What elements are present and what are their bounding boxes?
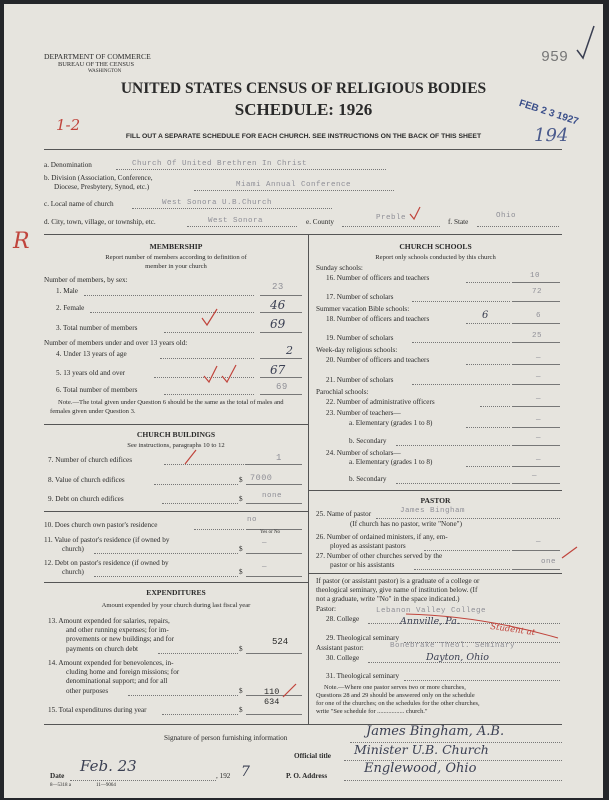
q23-label: 23. Number of teachers—	[326, 409, 401, 417]
sunday-schools-label: Sunday schools:	[316, 264, 363, 272]
q14-value: 110	[264, 687, 280, 697]
form-number: 8—5318 a	[50, 783, 71, 788]
q16-label: 16. Number of officers and teachers	[326, 274, 430, 282]
bureau-label: BUREAU OF THE CENSUS	[58, 61, 135, 68]
county-label: e. County	[306, 218, 334, 226]
q24a-value: —	[536, 456, 542, 464]
column-divider	[308, 234, 309, 724]
q3-check-icon	[200, 306, 220, 328]
schedule-title: SCHEDULE: 1926	[234, 100, 373, 119]
q29-value: Bonebrake Theol. Seminary	[390, 642, 516, 650]
q26-label-2: ployed as assistant pastors	[330, 542, 406, 550]
q28-hand-value: Annville, Pa.	[400, 616, 460, 627]
q19-value: 25	[532, 332, 543, 340]
census-schedule-sheet	[4, 4, 603, 798]
q15-value: 634	[264, 697, 280, 707]
q11-dollar: $	[239, 545, 243, 553]
q23b-value: —	[536, 434, 542, 442]
q11-label-1: 11. Value of pastor's residence (if owned by	[44, 536, 170, 544]
q29-label: 29. Theological seminary	[326, 634, 400, 642]
pastor-note-1: Note.—Where one pastor serves two or more churches,	[324, 684, 466, 691]
local-name-label: c. Local name of church	[44, 200, 114, 208]
q9-value: none	[262, 492, 283, 500]
check-mark-icon	[574, 22, 596, 62]
city-label: WASHINGTON	[88, 69, 122, 74]
graduate-instruction-3: not a graduate, write "No" in the space indicated.)	[316, 595, 460, 603]
q5-value: 67	[270, 363, 286, 377]
pastor-note-4: write "See schedule for ................. church."	[316, 708, 428, 715]
q25-label: 25. Name of pastor	[316, 510, 372, 518]
q27-value: one	[541, 558, 557, 566]
year-digit: 7	[241, 764, 250, 780]
graduate-instruction-2: theological seminary, give name of institution below. (If	[316, 586, 478, 594]
q15-dollar: $	[239, 706, 243, 714]
date-value: Feb. 23	[80, 757, 137, 775]
signature-value: James Bingham, A.B.	[366, 724, 505, 739]
division-label-1: b. Division (Association, Conference,	[44, 174, 153, 182]
q13-dollar: $	[239, 645, 243, 653]
q14-dollar: $	[239, 687, 243, 695]
division-label-2: Diocese, Presbytery, Synod, etc.)	[54, 183, 150, 191]
official-title-value: Minister U.B. Church	[354, 742, 489, 757]
q10-value: no	[247, 516, 258, 524]
pastor-education-label: Pastor:	[316, 605, 336, 613]
q14-label-2: cluding home and foreign missions; for	[66, 668, 180, 676]
margin-mark-r: R	[13, 229, 30, 254]
expenditures-sub: Amount expended by your church during last fiscal year	[101, 602, 251, 609]
q13-label-1: 13. Amount expended for salaries, repairs,	[48, 617, 170, 625]
q25-value: James Bingham	[400, 507, 466, 515]
q27-label-2: pastor or his assistants	[330, 561, 395, 569]
q22-label: 22. Number of administrative officers	[326, 398, 435, 406]
q16-value: 10	[530, 272, 541, 280]
form-title: UNITED STATES CENSUS OF RELIGIOUS BODIES	[120, 80, 487, 97]
official-title-label: Official title	[294, 752, 331, 760]
q20-label: 20. Number of officers and teachers	[326, 356, 430, 364]
schools-title: CHURCH SCHOOLS	[399, 242, 472, 251]
schools-sub: Report only schools conducted by this church	[375, 254, 496, 261]
q7-value: 1	[276, 453, 282, 463]
header-rule	[44, 149, 562, 150]
q24b-label: b. Secondary	[349, 475, 387, 483]
denomination-label: a. Denomination	[44, 161, 92, 169]
q13-value: 524	[272, 637, 289, 647]
membership-sub-2: member in your church	[145, 263, 207, 270]
parochial-schools-label: Parochial schools:	[316, 388, 369, 396]
state-label: f. State	[448, 218, 469, 226]
summer-schools-label: Summer vacation Bible schools:	[316, 305, 410, 313]
q12-label-1: 12. Debt on pastor's residence (if owned by	[44, 559, 169, 567]
q29-strike-mark	[402, 608, 562, 646]
q28-label: 28. College	[326, 615, 360, 623]
q6-value: 69	[276, 382, 288, 392]
instruction-line: FILL OUT A SEPARATE SCHEDULE FOR EACH CHURCH. SEE INSTRUCTIONS ON THE BACK OF THIS SHEET	[125, 133, 482, 140]
q21-value: —	[536, 373, 542, 381]
q15-label: 15. Total expenditures during year	[48, 706, 147, 714]
membership-title: MEMBERSHIP	[149, 242, 203, 251]
membership-sub-1: Report number of members according to definition of	[105, 254, 247, 261]
q11-label-2: church)	[62, 545, 84, 553]
department-label: DEPARTMENT OF COMMERCE	[44, 52, 151, 61]
yes-no-hint: Yes or No	[260, 530, 281, 535]
q12-label-2: church)	[62, 568, 84, 576]
received-date-stamp: FEB 2 3 1927	[517, 98, 580, 128]
county-check-icon	[408, 205, 422, 221]
form-number-2: 11—9064	[96, 783, 116, 788]
city-field-value: West Sonora	[208, 217, 264, 225]
date-label: Date	[50, 772, 65, 780]
handwritten-right-note: 194	[534, 125, 569, 146]
q24a-label: a. Elementary (grades 1 to 8)	[349, 458, 433, 466]
age-group-label: Number of members under and over 13 years old:	[44, 339, 188, 347]
q13-label-3: provements or new buildings; and for	[66, 635, 174, 643]
graduate-instruction-1: If pastor (or assistant pastor) is a graduate of a college or	[316, 577, 480, 585]
q14-label-1: 14. Amount expended for benevolences, in-	[48, 659, 174, 667]
q18-value: 6	[536, 312, 542, 320]
q24-label: 24. Number of scholars—	[326, 449, 401, 457]
q14-label-3: denominational support; and for all	[66, 677, 168, 685]
q3-label: 3. Total number of members	[56, 324, 138, 332]
handwritten-left-note: 1-2	[56, 116, 81, 134]
expenditures-title: EXPENDITURES	[146, 588, 206, 597]
q30-label: 30. College	[326, 654, 360, 662]
q4-value: 2	[286, 344, 293, 357]
q13-label-4: payments on church debt	[66, 645, 139, 653]
pastor-title: PASTOR	[420, 496, 451, 505]
q31-label: 31. Theological seminary	[326, 672, 400, 680]
q5-check-icon	[202, 362, 242, 384]
county-value: Preble	[376, 214, 407, 222]
q10-label: 10. Does church own pastor's residence	[44, 521, 158, 529]
q21-label: 21. Number of scholars	[326, 376, 394, 384]
q27-check-icon	[560, 544, 580, 562]
q7-check-icon	[182, 448, 200, 466]
pastor-note-3: for one of the churches; on the schedules for the other churches,	[316, 700, 480, 707]
q9-label: 9. Debt on church edifices	[48, 495, 124, 503]
section-top-rule	[44, 234, 562, 235]
division-value: Miami Annual Conference	[236, 181, 352, 189]
q1-value: 23	[272, 282, 284, 292]
state-value: Ohio	[496, 212, 517, 220]
q27-label-1: 27. Number of other churches served by the	[316, 552, 443, 560]
q26-label-1: 26. Number of ordained ministers, if any, em-	[316, 533, 448, 541]
q29-hand-note: Student at	[489, 621, 536, 639]
q5-label: 5. 13 years old and over	[56, 369, 126, 377]
local-name-value: West Sonora U.B.Church	[162, 199, 273, 207]
denomination-value: Church Of United Brethren In Christ	[132, 160, 308, 168]
serial-number: 959	[541, 49, 569, 66]
membership-note: Note.—The total given under Question 6 should be the same as the total of males and females given under Question 3.	[50, 399, 284, 415]
weekday-schools-label: Week-day religious schools:	[316, 346, 398, 354]
q25-note: (If church has no pastor, write "None")	[350, 520, 462, 528]
q13-label-2: and other running expenses; for im-	[66, 626, 169, 634]
year-prefix: , 192	[216, 772, 231, 780]
q23b-label: b. Secondary	[349, 437, 387, 445]
address-label: P. O. Address	[286, 772, 328, 780]
q11-value: —	[262, 539, 268, 547]
q23a-value: —	[536, 416, 542, 424]
q9-dollar: $	[239, 495, 243, 503]
q18-label: 18. Number of officers and teachers	[326, 315, 430, 323]
q23a-label: a. Elementary (grades 1 to 8)	[349, 419, 433, 427]
q1-label: 1. Male	[56, 287, 78, 295]
buildings-title: CHURCH BUILDINGS	[136, 430, 216, 439]
q18-hand-value: 6	[482, 310, 489, 321]
q30-hand-value: Dayton, Ohio	[426, 652, 490, 663]
q19-label: 19. Number of scholars	[326, 334, 394, 342]
q20-value: —	[536, 354, 542, 362]
q8-dollar: $	[239, 476, 243, 484]
signature-label: Signature of person furnishing information	[164, 734, 288, 742]
city-field-label: d. City, town, village, or township, etc.	[44, 218, 156, 226]
members-by-sex-label: Number of members, by sex:	[44, 276, 128, 284]
q6-label: 6. Total number of members	[56, 386, 138, 394]
q4-label: 4. Under 13 years of age	[56, 350, 127, 358]
q2-label: 2. Female	[56, 304, 85, 312]
q12-dollar: $	[239, 568, 243, 576]
buildings-sub: See instructions, paragraphs 10 to 12	[127, 442, 225, 449]
q28-value: Lebanon Valley College	[376, 607, 487, 615]
q14-label-4: other purposes	[66, 687, 109, 695]
q2-value: 46	[270, 298, 286, 312]
q17-label: 17. Number of scholars	[326, 293, 394, 301]
q17-value: 72	[532, 288, 543, 296]
address-value: Englewood, Ohio	[364, 761, 477, 776]
assistant-pastor-label: Assistant pastor:	[316, 644, 364, 652]
q7-label: 7. Number of church edifices	[48, 456, 133, 464]
q24b-value: —	[532, 472, 538, 480]
q12-value: —	[262, 563, 268, 571]
q3-value: 69	[270, 317, 286, 331]
q26-value: —	[536, 538, 542, 546]
q22-value: —	[536, 395, 542, 403]
q8-label: 8. Value of church edifices	[48, 476, 125, 484]
pastor-note-2: Questions 28 and 29 should be answered only on the schedule	[316, 692, 475, 699]
q14-check-icon	[280, 682, 300, 700]
q8-value: 7000	[250, 473, 273, 483]
